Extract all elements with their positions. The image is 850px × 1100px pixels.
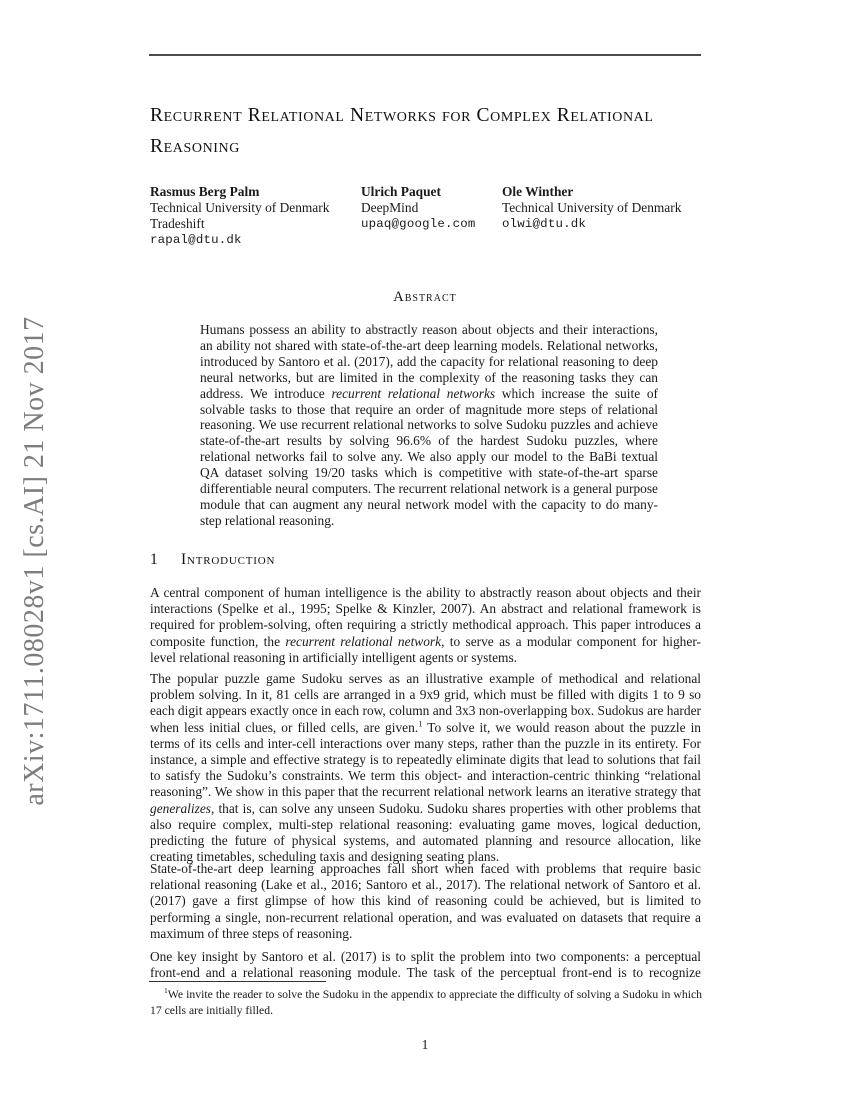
header-rule: [149, 54, 701, 56]
author-column: [361, 184, 476, 232]
author-email: olwi@dtu.dk: [502, 217, 586, 231]
author-affiliation: Technical University of Denmark: [150, 200, 330, 215]
author-name: Ulrich Paquet: [361, 184, 441, 199]
body-paragraph: A central component of human intelligence is the ability to abstractly reason about objects and their interactions (Spelke et al., 1995; Spelke & Kinzler, 2007). An abstract and relational framework is required for problem-solving, often requiring a strictly methodical approach. This paper introduces a composite function, the recurrent relational network, to serve as a modular component for higher-level relational reasoning in artificially intelligent agents or systems.: [150, 585, 701, 665]
author-column: [150, 184, 329, 248]
author-affiliation: Tradeshift: [150, 216, 205, 231]
body-paragraph: The popular puzzle game Sudoku serves as an illustrative example of methodical and relational problem solving. In it, 81 cells are arranged in a 9x9 grid, which must be filled with digits 1 to 9 so each digit appears exactly once in each row, column and 3x3 non-overlapping box. Sudokus are harder when less initial clues, or filled cells, are given.$^1$ To solve it, we would reason about the puzzle in terms of its cells and inter-cell interactions over many steps, rather than the puzzle in its entirety. For instance, a simple and effective strategy is to repeatedly eliminate digits that lead to solutions that fail to satisfy the Sudoku’s constraints. We term this object- and interaction-centric thinking “relational reasoning”. We show in this paper that the recurrent relational network learns an iterative strategy that generalizes, that is, can solve any unseen Sudoku. Sudoku shares properties with other problems that also require complex, multi-step relational reasoning: evaluating game moves, logical deduction, predicting the future of physical systems, and automated planning and resource allocation, like creating timetables, scheduling taxis and designing seating plans.: [150, 671, 702, 865]
section-number: 1: [150, 551, 158, 568]
page-number: 1: [421, 1037, 429, 1052]
author-name: Rasmus Berg Palm: [150, 184, 260, 199]
author-column: [502, 184, 681, 232]
arxiv-watermark: arXiv:1711.08028v1 [cs.AI] 21 Nov 2017: [19, 316, 50, 806]
author-affiliation: Technical University of Denmark: [502, 200, 682, 215]
abstract-heading: Abstract: [393, 289, 457, 305]
paper-title: Recurrent Relational Networks for Complex Relational Reasoning: [150, 105, 654, 157]
footnote-rule: [149, 981, 326, 982]
body-paragraph: State-of-the-art deep learning approaches fall short when faced with problems that require basic relational reasoning (Lake et al., 2016; Santoro et al., 2017). The relational network of Santoro et al. (2017) gave a first glimpse of how this kind of reasoning could be achieved, but is limited to performing a single, non-recurrent relational operation, and was evaluated on datasets that require a maximum of three steps of reasoning.: [150, 861, 701, 941]
footnote-text: $^1$We invite the reader to solve the Sudoku in the appendix to appreciate the difficulty of solving a Sudoku in which 17 cells are initially filled.: [150, 986, 702, 1017]
section-title: Introduction: [181, 551, 276, 568]
author-affiliation: DeepMind: [361, 200, 419, 215]
author-email: rapal@dtu.dk: [150, 233, 242, 247]
author-name: Ole Winther: [502, 184, 574, 199]
author-email: upaq@google.com: [361, 217, 476, 231]
section-heading: [150, 551, 275, 569]
body-paragraph: One key insight by Santoro et al. (2017) is to split the problem into two components: a perceptual front-end and a relational reasoning module. The task of the perceptual front-end is to recognize: [150, 949, 701, 981]
abstract-text: Humans possess an ability to abstractly reason about objects and their interactions, an ability not shared with state-of-the-art deep learning models. Relational networks, introduced by Santoro et al. (2017), add the capacity for relational reasoning to deep neural networks, but are limited in the complexity of the reasoning tasks they can address. We introduce recurrent relational networks which increase the suite of solvable tasks to those that require an order of magnitude more steps of relational reasoning. We use recurrent relational networks to solve Sudoku puzzles and achieve state-of-the-art results by solving 96.6% of the hardest Sudoku puzzles, where relational networks fail to solve any. We also apply our model to the BaBi textual QA dataset solving 19/20 tasks which is competitive with state-of-the-art sparse differentiable neural computers. The recurrent relational network is a general purpose module that can augment any neural network model with the capacity to do many-step relational reasoning.: [200, 322, 658, 528]
